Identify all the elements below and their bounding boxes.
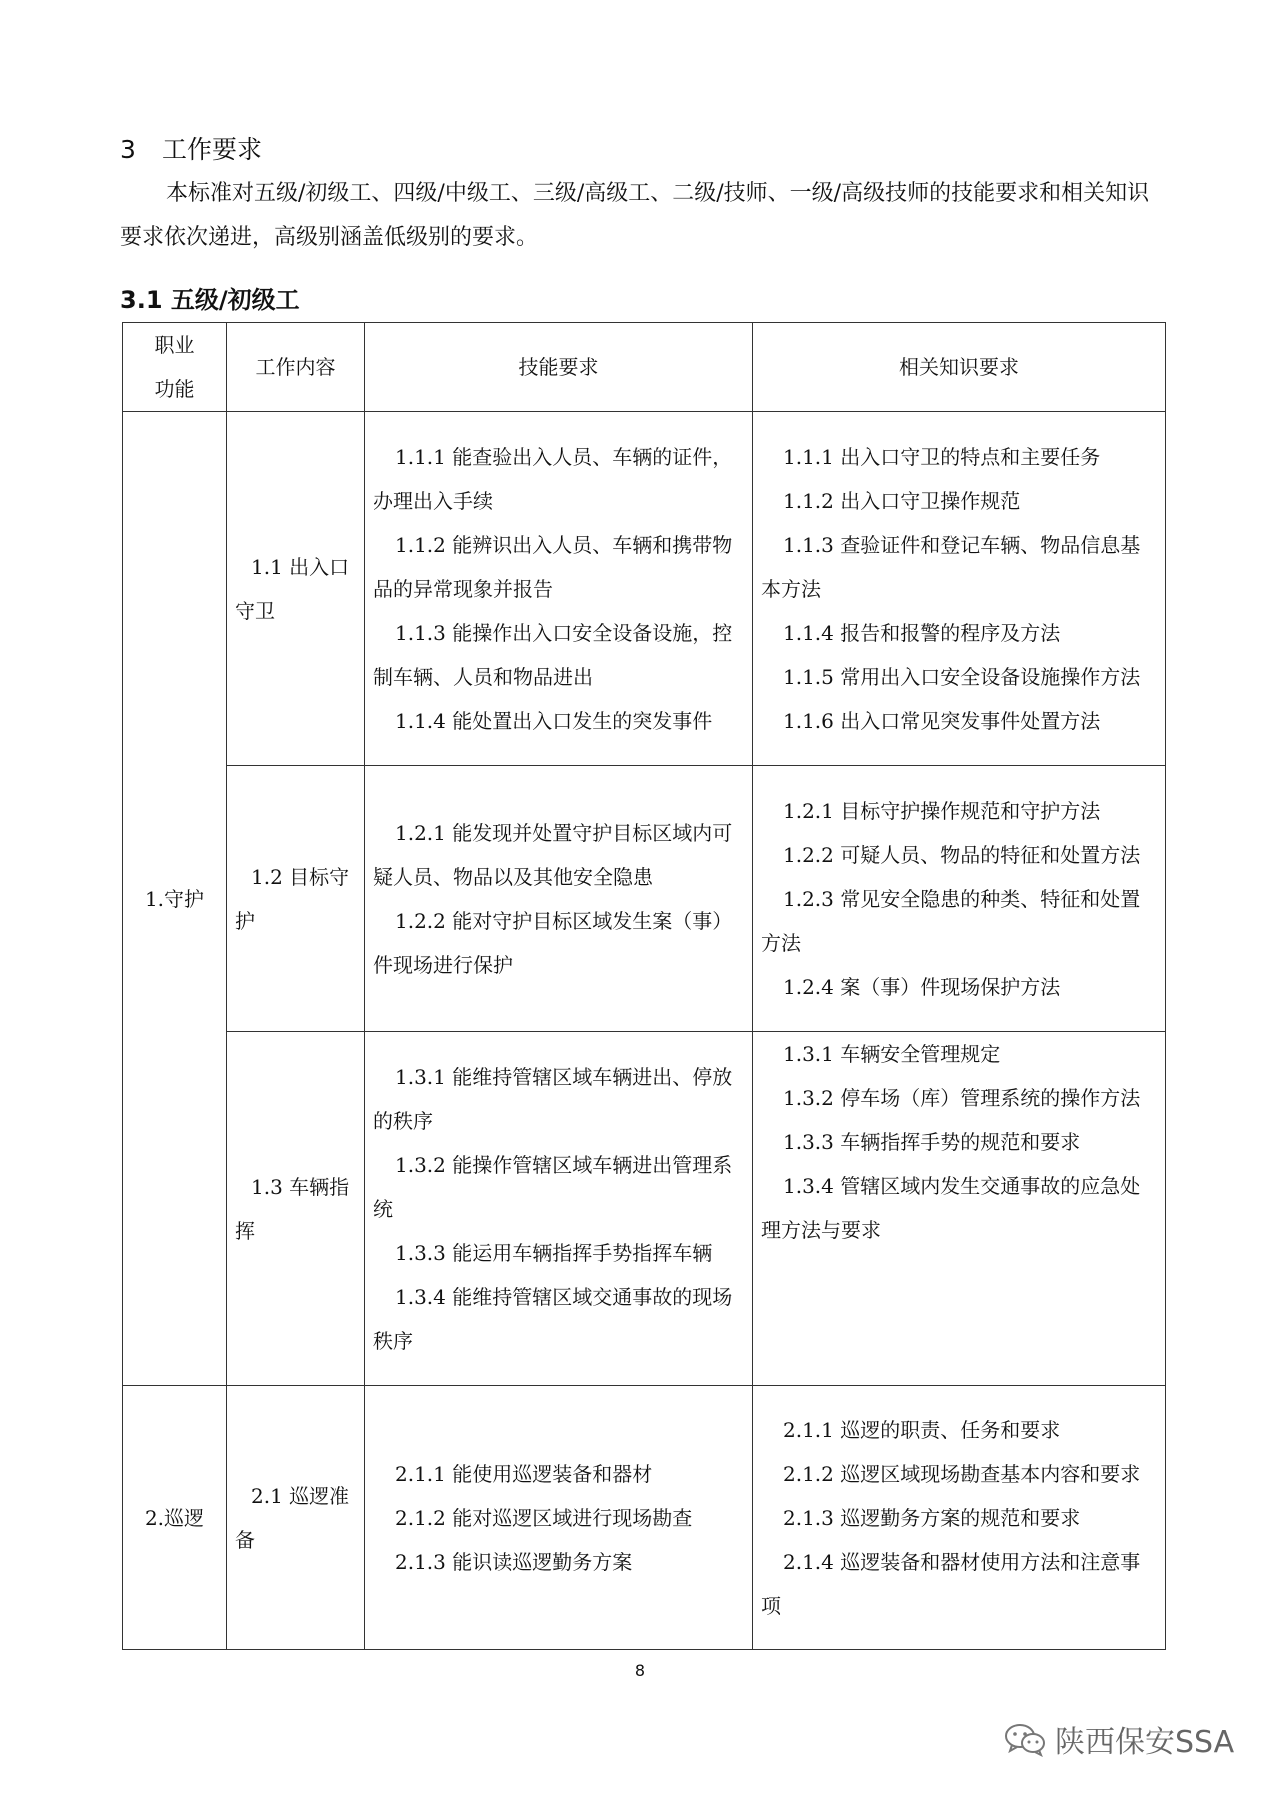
skill-item: 2.1.2 能对巡逻区域进行现场勘查 [395, 1505, 693, 1530]
skill-item: 1.2.1 能发现并处置守护目标区域内可疑人员、物品以及其他安全隐患 [373, 820, 733, 889]
knowledge-cell [753, 412, 1166, 766]
knowledge-item: 2.1.2 巡逻区域现场勘查基本内容和要求 [783, 1461, 1141, 1486]
knowledge-cell [753, 766, 1166, 1032]
page-number: 8 [634, 1661, 646, 1680]
content-cell: 1.1 出入口守卫 [227, 412, 365, 766]
skill-item: 1.1.1 能查验出入人员、车辆的证件，办理出入手续 [373, 444, 733, 513]
table-row [123, 766, 1166, 1032]
skill-item: 1.3.1 能维持管辖区域车辆进出、停放的秩序 [373, 1064, 733, 1133]
skill-item: 2.1.1 能使用巡逻装备和器材 [395, 1461, 653, 1486]
skills-cell [365, 412, 753, 766]
skill-item: 1.1.4 能处置出入口发生的突发事件 [395, 708, 713, 733]
section-title: 工作要求 [162, 135, 263, 164]
section-number: 3 [120, 135, 136, 164]
knowledge-item: 1.2.1 目标守护操作规范和守护方法 [783, 798, 1101, 823]
table-row [123, 412, 1166, 766]
knowledge-cell [753, 1386, 1166, 1650]
skill-item: 2.1.3 能识读巡逻勤务方案 [395, 1549, 633, 1574]
function-cell: 1.守护 [123, 412, 227, 1386]
content-cell: 1.3 车辆指挥 [227, 1032, 365, 1386]
knowledge-item: 1.2.3 常见安全隐患的种类、特征和处置方法 [761, 886, 1141, 955]
subsection-title: 3.1 五级/初级工 [120, 286, 300, 314]
knowledge-item: 1.3.4 管辖区域内发生交通事故的应急处理方法与要求 [761, 1174, 1141, 1242]
header-skills: 技能要求 [365, 323, 753, 412]
skill-item: 1.1.3 能操作出入口安全设备设施，控制车辆、人员和物品进出 [373, 620, 733, 689]
knowledge-item: 1.3.1 车辆安全管理规定 [783, 1042, 1001, 1066]
table-header-row [123, 323, 1166, 412]
skills-cell [365, 1032, 753, 1386]
knowledge-cell [753, 1032, 1166, 1386]
knowledge-item: 1.1.2 出入口守卫操作规范 [783, 488, 1021, 513]
requirements-table [122, 322, 1166, 1650]
section-heading [120, 130, 262, 166]
knowledge-item: 1.1.4 报告和报警的程序及方法 [783, 620, 1061, 645]
knowledge-item: 2.1.3 巡逻勤务方案的规范和要求 [783, 1505, 1081, 1530]
knowledge-item: 1.1.6 出入口常见突发事件处置方法 [783, 708, 1101, 733]
knowledge-item: 1.3.2 停车场（库）管理系统的操作方法 [783, 1086, 1141, 1110]
knowledge-item: 1.1.1 出入口守卫的特点和主要任务 [783, 444, 1101, 469]
watermark-text: 陕西保安SSA [1055, 1725, 1235, 1760]
table-row [123, 1032, 1166, 1386]
content-cell: 1.2 目标守护 [227, 766, 365, 1032]
content-cell: 2.1 巡逻准备 [227, 1386, 365, 1650]
knowledge-item: 1.1.3 查验证件和登记车辆、物品信息基本方法 [761, 532, 1141, 601]
knowledge-item: 1.3.3 车辆指挥手势的规范和要求 [783, 1130, 1081, 1154]
skill-item: 1.3.4 能维持管辖区域交通事故的现场秩序 [373, 1284, 733, 1353]
knowledge-item: 1.2.4 案（事）件现场保护方法 [783, 974, 1061, 999]
header-content: 工作内容 [227, 323, 365, 412]
wechat-icon [1003, 1721, 1047, 1757]
knowledge-item: 2.1.1 巡逻的职责、任务和要求 [783, 1417, 1061, 1442]
intro-paragraph: 本标准对五级/初级工、四级/中级工、三级/高级工、二级/技师、一级/高级技师的技能要求和相关知识要求依次递进，高级别涵盖低级别的要求。 [120, 181, 1150, 250]
header-knowledge: 相关知识要求 [753, 323, 1166, 412]
knowledge-item: 1.2.2 可疑人员、物品的特征和处置方法 [783, 842, 1141, 867]
skills-cell [365, 766, 753, 1032]
function-cell: 2.巡逻 [123, 1386, 227, 1650]
skill-item: 1.1.2 能辨识出入人员、车辆和携带物品的异常现象并报告 [373, 532, 733, 601]
skill-item: 1.2.2 能对守护目标区域发生案（事）件现场进行保护 [373, 908, 733, 977]
watermark [1003, 1717, 1234, 1761]
skills-cell [365, 1386, 753, 1650]
skill-item: 1.3.2 能操作管辖区域车辆进出管理系统 [373, 1152, 733, 1221]
knowledge-item: 1.1.5 常用出入口安全设备设施操作方法 [783, 664, 1141, 689]
header-function: 职业功能 [123, 323, 227, 412]
table-row [123, 1386, 1166, 1650]
knowledge-item: 2.1.4 巡逻装备和器材使用方法和注意事项 [761, 1549, 1141, 1618]
skill-item: 1.3.3 能运用车辆指挥手势指挥车辆 [395, 1240, 713, 1265]
